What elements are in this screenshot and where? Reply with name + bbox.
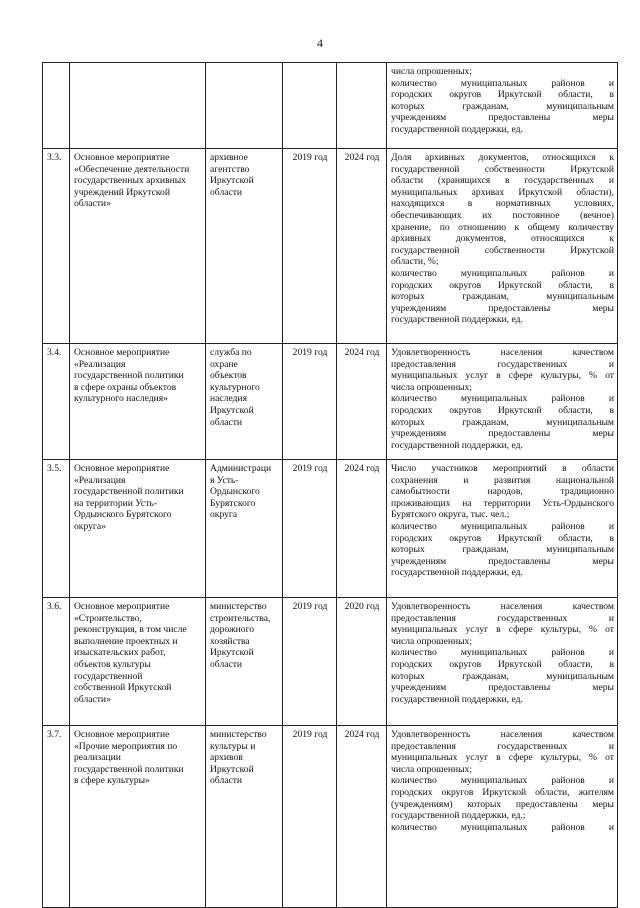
executor-cell-line: строительства,: [210, 612, 271, 624]
events-table: [42, 62, 618, 908]
indicator-line: Бурятского округа, тыс. чел.;: [391, 509, 510, 521]
executor-cell: [206, 460, 283, 598]
end-year: 2024 год: [337, 344, 387, 460]
indicator-line: предоставления государственных и: [391, 358, 614, 370]
executor-cell-line: области: [210, 416, 243, 428]
indicator-line: государственной собственности Иркутской: [391, 244, 614, 256]
executor-cell-line: дорожного: [210, 624, 255, 636]
executor-cell-line: объектов: [210, 370, 247, 382]
indicator-line: которых гражданам, муниципальным: [391, 291, 614, 303]
indicator-line: числа опрошенных;: [391, 763, 473, 775]
indicator-line: находящихся в нормативных условиях,: [391, 198, 614, 210]
indicator-line: области (хранящихся в государственных и: [391, 175, 614, 187]
executor-cell-line: области: [210, 658, 243, 670]
event-cell-line: объектов культуры: [74, 658, 151, 670]
table-row: [43, 598, 618, 726]
executor-cell-line: Иркутской: [210, 175, 254, 187]
start-year: 2019 год: [283, 460, 337, 598]
indicator-line: муниципальных услуг в сфере культуры, % от: [391, 624, 614, 636]
indicators-cell: [387, 598, 618, 726]
event-cell-line: Основное мероприятие: [74, 152, 170, 163]
event-cell: [70, 63, 206, 149]
event-cell: [70, 149, 206, 344]
start-year: 2019 год: [283, 149, 337, 344]
indicator-line: числа опрошенных;: [391, 381, 473, 393]
indicator-line: государственной поддержки, ед.: [391, 567, 523, 579]
event-cell-line: области»: [74, 198, 111, 210]
executor-cell-line: Иркутской: [210, 763, 254, 775]
event-cell-line: государственной политики: [74, 486, 184, 498]
indicator-line: Удовлетворенность населения качеством: [391, 347, 614, 358]
executor-cell-line: культурного: [210, 381, 260, 393]
table-row: [43, 726, 618, 908]
event-cell-line: на территории Усть-: [74, 497, 157, 509]
executor-cell-line: служба по: [210, 347, 252, 358]
start-year: 2019 год: [283, 344, 337, 460]
executor-cell-line: наследия: [210, 393, 247, 405]
start-year: [283, 63, 337, 149]
executor-cell-line: архивное: [210, 152, 248, 163]
indicator-line: учреждениям предоставлены меры: [391, 428, 614, 440]
table-row: [43, 149, 618, 344]
indicator-line: самобытности народов, традиционно: [391, 486, 614, 498]
indicator-line: области, %;: [391, 256, 439, 268]
row-number: 3.5.: [43, 460, 70, 598]
indicator-line: количество муниципальных районов и: [391, 77, 614, 89]
indicator-line: государственной поддержки, ед.: [391, 123, 523, 135]
indicator-line: предоставления государственных и: [391, 740, 614, 752]
indicator-line: государственной поддержки, ед.: [391, 314, 523, 326]
indicator-line: городских округов Иркутской области, в: [391, 279, 614, 291]
event-cell-line: изыскательских работ,: [74, 647, 166, 659]
indicator-line: учреждениям предоставлены меры: [391, 302, 614, 314]
indicator-line: Число участников мероприятий в области: [391, 463, 614, 474]
indicator-line: государственной поддержки, ед.: [391, 439, 523, 451]
event-cell-line: учреждений Иркутской: [74, 186, 170, 198]
indicator-line: учреждениям предоставлены меры: [391, 555, 614, 567]
executor-cell-line: архивов: [210, 752, 243, 764]
indicator-line: городских округов Иркутской области, в: [391, 532, 614, 544]
event-cell-line: «Реализация: [74, 474, 126, 486]
event-cell-line: собственной Иркутской: [74, 682, 172, 694]
indicator-line: числа опрошенных;: [391, 66, 473, 77]
table-row: [43, 63, 618, 149]
indicator-line: государственной собственности Иркутской: [391, 163, 614, 175]
indicator-line: (учреждениям) которых предоставлены меры: [391, 798, 614, 810]
indicators-cell: [387, 63, 618, 149]
end-year: [337, 63, 387, 149]
executor-cell: [206, 63, 283, 149]
event-cell-line: государственной политики: [74, 763, 184, 775]
event-cell-line: «Реализация: [74, 358, 126, 370]
indicator-line: государственной поддержки, ед.: [391, 693, 523, 705]
indicator-line: обеспечивающих их постоянное (вечное): [391, 209, 614, 221]
indicator-line: которых гражданам, муниципальным: [391, 544, 614, 556]
table-row: [43, 460, 618, 598]
indicator-line: муниципальных услуг в сфере культуры, % от: [391, 752, 614, 764]
event-cell-line: выполнение проектных и: [74, 635, 178, 647]
executor-cell-line: области: [210, 775, 243, 787]
executor-cell-line: Ордынского: [210, 486, 260, 498]
event-cell-line: реализации: [74, 752, 121, 764]
executor-cell-line: я Усть-: [210, 474, 239, 486]
event-cell-line: области»: [74, 693, 111, 705]
executor-cell: [206, 726, 283, 908]
executor-cell-line: агентство: [210, 163, 250, 175]
indicator-line: которых гражданам, муниципальным: [391, 416, 614, 428]
executor-cell: [206, 598, 283, 726]
end-year: 2024 год: [337, 149, 387, 344]
executor-cell-line: охране: [210, 358, 238, 370]
indicator-line: которых гражданам, муниципальным: [391, 670, 614, 682]
indicator-line: учреждениям предоставлены меры: [391, 682, 614, 694]
indicators-cell: [387, 460, 618, 598]
executor-cell: [206, 149, 283, 344]
indicator-line: городских округов Иркутской области, жителям: [391, 786, 614, 798]
event-cell-line: государственной: [74, 670, 143, 682]
indicator-line: количество муниципальных районов и: [391, 775, 614, 787]
indicator-line: городских округов Иркутской области, в: [391, 89, 614, 101]
end-year: 2024 год: [337, 726, 387, 908]
executor-cell-line: области: [210, 186, 243, 198]
event-cell-line: государственных архивных: [74, 175, 186, 187]
indicator-line: сохранения и развития национальной: [391, 474, 614, 486]
event-cell-line: в сфере культуры»: [74, 775, 150, 787]
executor-cell-line: Бурятского: [210, 497, 256, 509]
end-year: 2020 год: [337, 598, 387, 726]
indicator-line: Доля архивных документов, относящихся к: [391, 152, 614, 163]
event-cell: [70, 460, 206, 598]
indicator-line: которых гражданам, муниципальным: [391, 100, 614, 112]
executor-cell-line: округа: [210, 509, 238, 521]
event-cell-line: Основное мероприятие: [74, 729, 170, 740]
start-year: 2019 год: [283, 726, 337, 908]
event-cell: [70, 344, 206, 460]
indicator-line: муниципальных услуг в сфере культуры, % от: [391, 370, 614, 382]
executor-cell: [206, 344, 283, 460]
indicator-line: предоставления государственных и: [391, 612, 614, 624]
row-number: 3.7.: [43, 726, 70, 908]
event-cell-line: Ордынского Бурятского: [74, 509, 172, 521]
row-number: 3.4.: [43, 344, 70, 460]
event-cell-line: «Прочие мероприятия по: [74, 740, 178, 752]
executor-cell-line: хозяйства: [210, 635, 250, 647]
executor-cell-line: Администраци: [210, 463, 272, 474]
event-cell: [70, 598, 206, 726]
indicator-line: учреждениям предоставлены меры: [391, 112, 614, 124]
executor-cell-line: Иркутской: [210, 647, 254, 659]
indicators-cell: [387, 344, 618, 460]
indicator-line: количество муниципальных районов и: [391, 647, 614, 659]
page-number: 4: [317, 36, 323, 50]
event-cell-line: Основное мероприятие: [74, 601, 170, 612]
executor-cell-line: Иркутской: [210, 404, 254, 416]
event-cell-line: Основное мероприятие: [74, 347, 170, 358]
indicator-line: количество муниципальных районов и: [391, 267, 614, 279]
indicator-line: Удовлетворенность населения качеством: [391, 729, 614, 740]
indicator-line: архивных документов, относящихся к: [391, 233, 614, 245]
event-cell-line: «Строительство,: [74, 612, 142, 624]
table-row: [43, 344, 618, 460]
indicator-line: числа опрошенных;: [391, 635, 473, 647]
end-year: 2024 год: [337, 460, 387, 598]
row-number: [43, 63, 70, 149]
executor-cell-line: культуры и: [210, 740, 256, 752]
event-cell-line: Основное мероприятие: [74, 463, 170, 474]
row-number: 3.6.: [43, 598, 70, 726]
executor-cell-line: министерство: [210, 601, 267, 612]
event-cell-line: округа»: [74, 520, 106, 532]
indicator-line: городских округов Иркутской области, в: [391, 404, 614, 416]
indicator-line: муниципальных архивах Иркутской области),: [391, 186, 614, 198]
indicator-line: Удовлетворенность населения качеством: [391, 601, 614, 612]
executor-cell-line: министерство: [210, 729, 267, 740]
event-cell-line: в сфере охраны объектов: [74, 381, 177, 393]
indicator-line: количество муниципальных районов и: [391, 821, 614, 833]
indicators-cell: [387, 149, 618, 344]
indicator-line: количество муниципальных районов и: [391, 520, 614, 532]
event-cell-line: реконструкция, в том числе: [74, 624, 187, 636]
indicator-line: количество муниципальных районов и: [391, 393, 614, 405]
indicator-line: хранение, по отношению к общему количеству: [391, 221, 614, 233]
event-cell-line: государственной политики: [74, 370, 184, 382]
event-cell-line: «Обеспечение деятельности: [74, 163, 190, 175]
indicator-line: городских округов Иркутской области, в: [391, 658, 614, 670]
indicator-line: государственной поддержки, ед.;: [391, 810, 526, 822]
indicators-cell: [387, 726, 618, 908]
start-year: 2019 год: [283, 598, 337, 726]
event-cell-line: культурного наследия»: [74, 393, 168, 405]
row-number: 3.3.: [43, 149, 70, 344]
event-cell: [70, 726, 206, 908]
indicator-line: проживающих на территории Усть-Ордынского: [391, 497, 614, 509]
